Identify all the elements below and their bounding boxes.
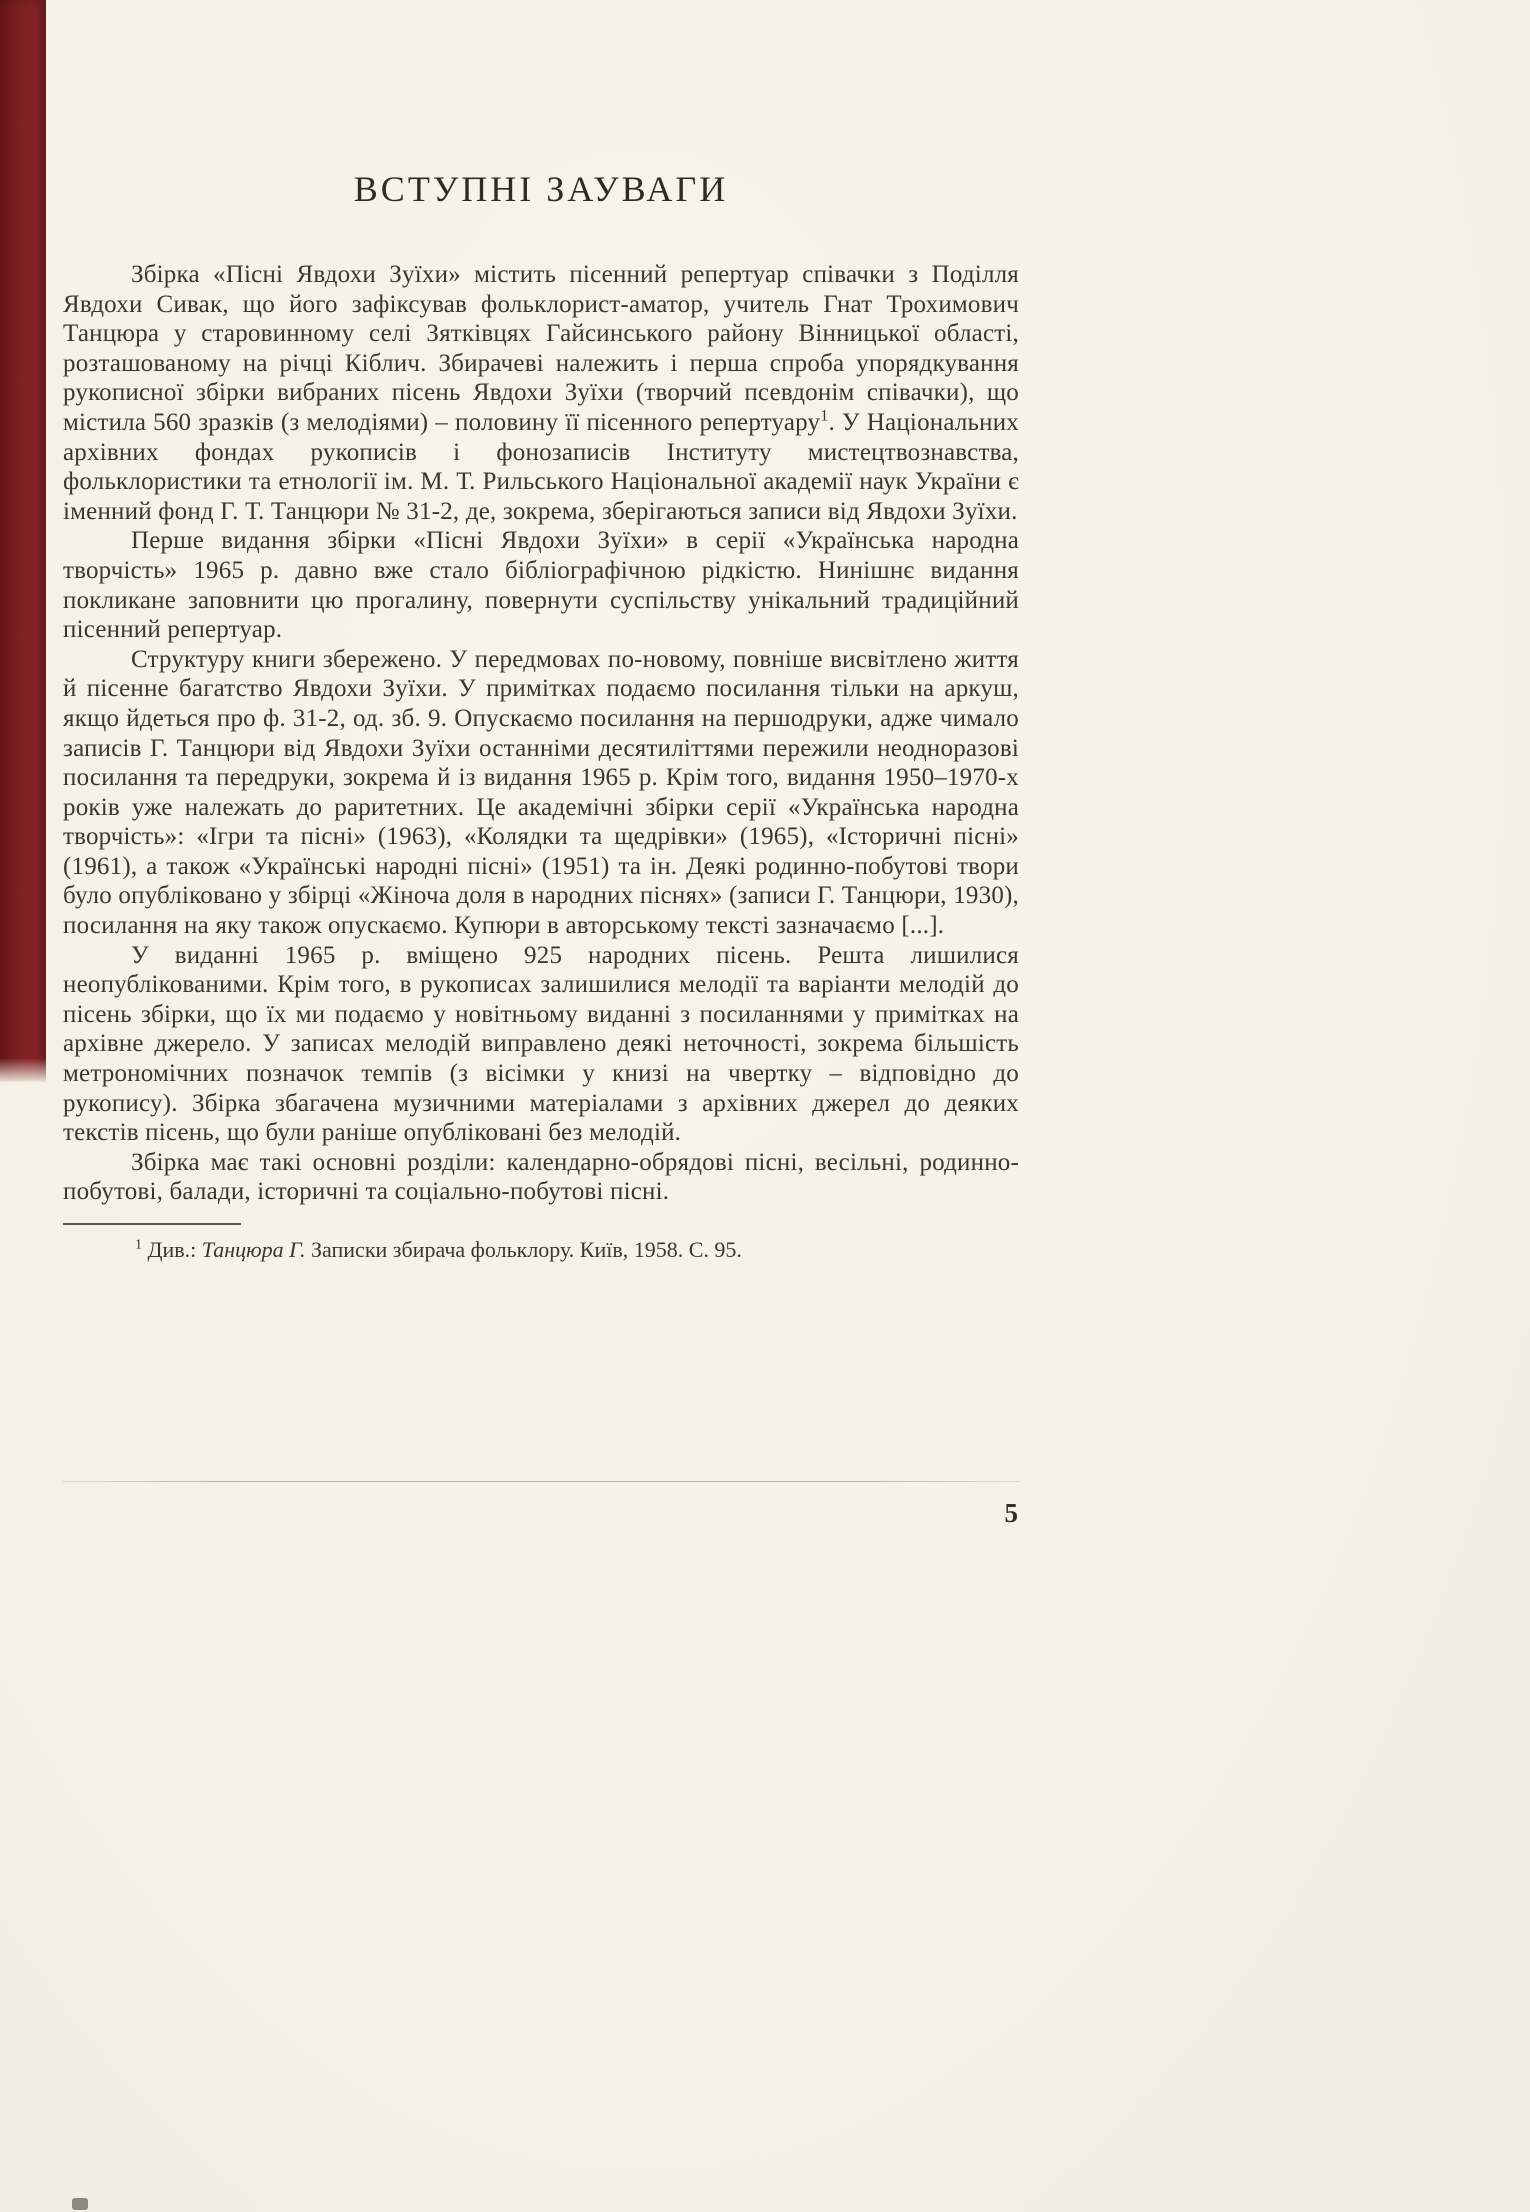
- page-content: [63, 168, 1019, 1263]
- paragraph-1: [63, 260, 1019, 526]
- footnote-author-italic: Танцюра Г.: [201, 1237, 306, 1262]
- paragraph-5: Збірка має такі основні розділи: календарно-обрядові пісні, весільні, родинно-побутові, балади, історичні та соціально-побутові пісні.: [63, 1148, 1019, 1206]
- book-spine-red-edge: [0, 0, 46, 1082]
- footnote-text: [63, 1237, 1019, 1263]
- footer-rule: [62, 1481, 1020, 1482]
- page-number: 5: [1004, 1498, 1018, 1528]
- paragraph-1-text-after-footnote: . У Національних архівних фондах рукописів і фонозаписів Інституту мистецтвознавства, фольклористики та етнології ім. М. Т. Рильського Національної академії наук України є іменний фонд Г. Т. Танцюри № 31-2, де, зокрема, зберігаються записи від Явдохи Зуїхи.: [63, 408, 1019, 525]
- footnote-prefix: Див.:: [142, 1237, 202, 1262]
- paragraph-4: У виданні 1965 р. вміщено 925 народних пісень. Решта лишилися неопублікованими. Крім того, в рукописах залишилися мелодії та варіанти мелодій до пісень збірки, що їх ми подаємо у новітньому виданні з посиланнями у примітках на архівне джерело. У записах мелодій виправлено деякі неточності, зокрема більшість метрономічних позначок темпів (з вісімки у книзі на чвертку – відповідно до рукопису). Збірка збагачена музичними матеріалами з архівних джерел до деяких текстів пісень, що були раніше опубліковані без мелодій.: [63, 941, 1019, 1147]
- page-title: ВСТУПНІ ЗАУВАГИ: [353, 169, 729, 209]
- paragraph-3: Структуру книги збережено. У передмовах по-новому, повніше висвітлено життя й пісенне багатство Явдохи Зуїхи. У примітках подаємо посилання тільки на аркуш, якщо йдеться про ф. 31-2, од. зб. 9. Опускаємо посилання на першодруки, адже чимало записів Г. Танцюри від Явдохи Зуїхи останніми десятиліттями пережили неодноразові посилання та передруки, зокрема й із видання 1965 р. Крім того, видання 1950–1970-х років уже належать до раритетних. Це академічні збірки серії «Українська народна творчість»: «Ігри та пісні» (1963), «Колядки та щедрівки» (1965), «Історичні пісні» (1961), а також «Українські народні пісні» (1951) та ін. Деякі родинно-побутові твори було опубліковано у збірці «Жіноча доля в народних піснях» (записи Г. Танцюри, 1930), посилання на яку також опускаємо. Купюри в авторському тексті зазначаємо [...].: [63, 645, 1019, 940]
- paragraph-1-text-before-footnote: Збірка «Пісні Явдохи Зуїхи» містить пісенний репертуар співачки з Поділля Явдохи Сивак, що його зафіксував фольклорист-аматор, учитель Гнат Трохимович Танцюра у старовинному селі Зятківцях Гайсинського району Вінницької області, розташованому на річці Кіблич. Збирачеві належить і перша спроба упорядкування рукописної збірки вибраних пісень Явдохи Зуїхи (творчий псевдонім співачки), що містила 560 зразків (з мелодіями) – половину її пісенного репертуару: [63, 261, 1019, 436]
- footnote-rest: Записки збирача фольклору. Київ, 1958. С. 95.: [305, 1237, 742, 1262]
- scan-speck-artifact: [72, 2198, 88, 2210]
- footnote-reference-marker: 1: [820, 407, 829, 425]
- footnote-separator-rule: [63, 1223, 241, 1225]
- paragraph-2: Перше видання збірки «Пісні Явдохи Зуїхи» в серії «Українська народна творчість» 1965 р. давно вже стало бібліографічною рідкістю. Нинішнє видання покликане заповнити цю прогалину, повернути суспільству унікальний традиційний пісенний репертуар.: [63, 527, 1019, 644]
- footnote-marker: 1: [135, 1237, 142, 1253]
- footnote-section: [63, 1223, 1019, 1263]
